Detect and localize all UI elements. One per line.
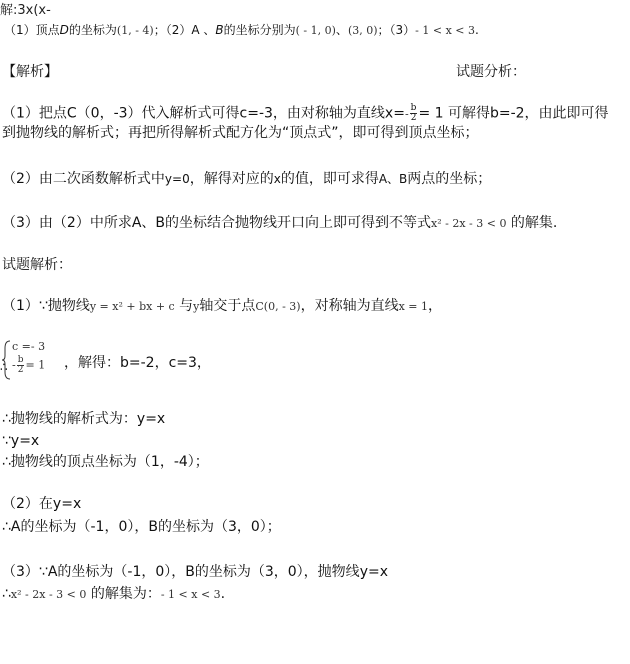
solution-heading <box>2 256 72 274</box>
step3-text: （3）由（2）中所求A、B的坐标结合抛物线开口向上即可得到不等式 <box>2 215 431 231</box>
step1-frac-num: b <box>410 103 417 113</box>
s5-text: （2）在 <box>2 496 53 512</box>
step1-fraction <box>410 104 418 123</box>
s2-text: ∴抛物线的解析式为：y=x <box>2 411 166 427</box>
system-result <box>64 354 211 372</box>
sys-eq2-rhs: = 1 <box>25 358 46 372</box>
analysis-step1-line1 <box>2 104 609 124</box>
therefore-symbol <box>0 358 8 376</box>
step1-text-c: 到抛物线的解析式；再把所得解析式配方化为“顶点式”，即可得到顶点坐标； <box>2 125 479 141</box>
answer-part: 的坐标为 <box>68 23 117 37</box>
s1-parabola-eq: y = x² + bx + c <box>89 300 175 313</box>
step2-text-c: 的值，即可求得 <box>280 171 379 187</box>
answer-b: B <box>215 23 224 37</box>
step1-text-b: = 1 可解得b=-2，由此即可得 <box>418 105 609 122</box>
answer-sep: 、 <box>335 23 348 37</box>
solution-line2 <box>2 410 165 428</box>
s3-text: ∵y=x <box>2 433 40 449</box>
s1-text-b: 与 <box>174 298 194 314</box>
s8-period: . <box>220 586 226 602</box>
sys-eq2-fraction <box>17 356 25 375</box>
s8-therefore: ∴ <box>2 586 11 602</box>
s8-inequality: x² - 2x - 3 < 0 <box>10 588 87 601</box>
b-coord: (3, 0) <box>347 24 378 37</box>
system-line2 <box>12 356 45 375</box>
answer-part: （1）顶点 <box>4 23 60 37</box>
solution-line7 <box>2 563 388 581</box>
step1-text: （1）把点C（0，-3）代入解析式可得c=-3，由对称轴为直线x= <box>2 105 405 122</box>
analysis-right-label <box>456 63 526 81</box>
answer-part: ；（2）A 、 <box>153 23 216 37</box>
step2-ab: A、B <box>378 172 408 186</box>
sys-eq2-num: b <box>17 355 24 365</box>
answer-line <box>4 21 479 40</box>
sys-eq1: c =- 3 <box>12 340 46 353</box>
step2-text-b: ，解得对应的 <box>189 171 274 187</box>
s5-eq: y=x <box>52 496 82 512</box>
vertex-coord: (1, - 4) <box>116 24 154 37</box>
step2-y0: y=0 <box>164 172 190 186</box>
analysis-step2 <box>2 170 491 188</box>
s1-text-e: ， <box>428 298 442 314</box>
s7-text: （3）∵A的坐标为（-1，0），B的坐标为（3，0），抛物线 <box>2 564 360 580</box>
s1-y: y <box>193 300 200 313</box>
analysis-step3 <box>2 214 557 233</box>
s7-eq: y=x <box>359 564 388 580</box>
solution-line1 <box>2 297 442 316</box>
solution-heading-text: 试题解析： <box>2 257 72 273</box>
s8-text: 的解集为： <box>86 586 161 602</box>
step2-x: x <box>273 172 281 186</box>
analysis-step1-line2 <box>2 124 479 142</box>
system-result-text: ，解得：b=-2，c=3， <box>64 355 211 371</box>
step2-text: （2）由二次函数解析式中 <box>2 171 165 187</box>
step3-text-b: 的解集. <box>506 215 558 231</box>
step1-frac-den: 2 <box>410 113 417 123</box>
overlap-header <box>0 2 51 20</box>
therefore-text: ∴ <box>0 360 8 374</box>
solution-line8 <box>2 585 225 604</box>
s1-text: （1）∵抛物线 <box>2 298 90 314</box>
step1-frac-sign: - <box>404 107 409 121</box>
solution-line6 <box>2 518 281 536</box>
s1-axis: x = 1 <box>398 300 428 313</box>
solution-line3 <box>2 432 39 450</box>
analysis-heading <box>2 63 58 81</box>
s8-solution: - 1 < x < 3 <box>160 588 221 601</box>
answer-period: . <box>475 23 479 37</box>
a-coord: ( - 1, 0) <box>295 24 336 37</box>
s6-text: ∴A的坐标为（-1，0），B的坐标为（3，0）； <box>2 519 281 535</box>
answer-part: ；（3） <box>377 23 416 37</box>
answer-d: D <box>59 23 69 37</box>
sys-eq2-sign: - <box>12 358 16 372</box>
solution-line5 <box>2 495 81 513</box>
step2-text-d: 两点的坐标； <box>407 171 492 187</box>
sys-eq2-den: 2 <box>17 365 24 375</box>
overlap-text: 解:3x(x- <box>0 3 51 18</box>
answer-inequality: - 1 < x < 3 <box>415 24 475 37</box>
analysis-heading-text: 【解析】 <box>2 64 58 80</box>
step3-inequality: x² - 2x - 3 < 0 <box>431 217 507 230</box>
solution-line4 <box>2 453 209 471</box>
s1-point-c: C(0, - 3) <box>255 300 301 313</box>
s4-text: ∴抛物线的顶点坐标为（1，-4）； <box>2 454 209 470</box>
analysis-right-label-text: 试题分析： <box>456 64 526 80</box>
s1-text-c: 轴交于点 <box>199 298 256 314</box>
answer-part: 的坐标分别为 <box>223 23 296 37</box>
s1-text-d: ，对称轴为直线 <box>300 298 399 314</box>
system-line1 <box>12 341 45 353</box>
